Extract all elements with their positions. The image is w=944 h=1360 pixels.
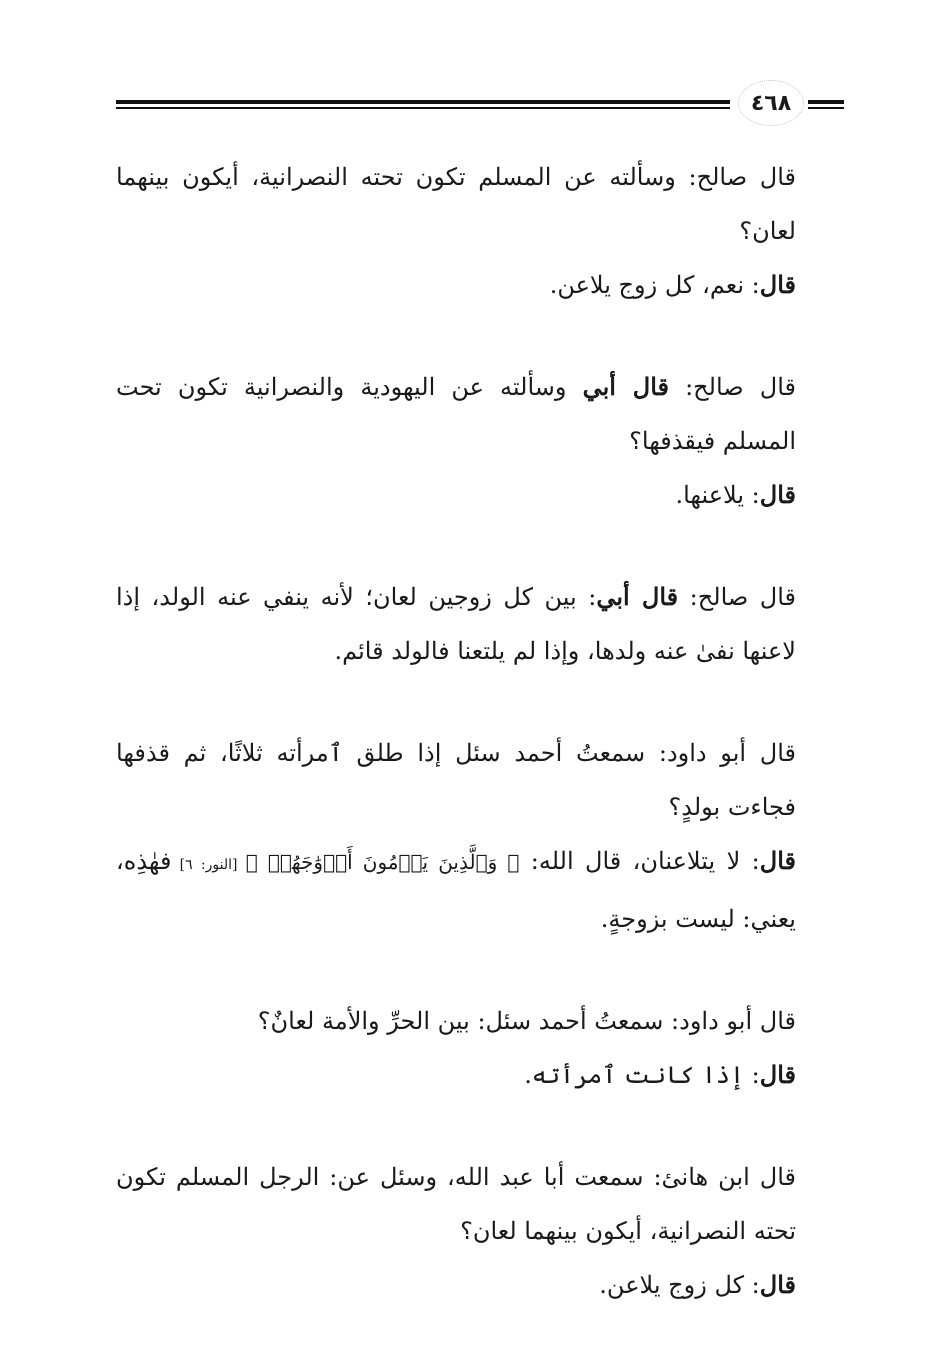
answer-text-cont: فهٰذِه، يعني: ليست بزوجةٍ.: [116, 847, 796, 933]
question: [116, 1150, 844, 1258]
question: [116, 994, 844, 1048]
narrator: قال صالح:: [678, 583, 796, 611]
question-bold: قال أبي: [596, 582, 679, 611]
answer-text: : لا يتلاعنان، قال الله:: [519, 847, 760, 875]
answer-label: قال: [759, 270, 796, 299]
question-text: سمعتُ أحمد سئل إذا طلق ٱمرأته ثلاثًا، ثم قذفها فجاءت بولدٍ؟: [116, 739, 796, 821]
answer-text: : يلاعنها.: [675, 481, 760, 509]
page-header: [0, 80, 944, 130]
answer: [116, 834, 844, 946]
question-text: سمعت أبا عبد الله، وسئل عن: الرجل المسلم تكون تحته النصرانية، أيكون بينهما لعان؟: [116, 1163, 796, 1245]
question: [116, 150, 844, 258]
narrator: قال صالح:: [668, 373, 796, 401]
narrator: قال صالح:: [675, 163, 796, 191]
narrator: قال أبو داود:: [645, 739, 796, 767]
answer: [116, 258, 844, 312]
answer: [116, 1048, 844, 1102]
answer-text: : إذا كانت ٱمرأته.: [524, 1061, 760, 1089]
verse-reference: [النور: ٦]: [171, 857, 246, 873]
page-body: [116, 150, 844, 1360]
entry-5: [116, 994, 844, 1102]
answer-text: : نعم، كل زوج يلاعن.: [549, 271, 760, 299]
entry-3: [116, 570, 844, 678]
question-bold: قال أبي: [582, 372, 669, 401]
question: [116, 570, 844, 678]
page-number: ٤٦٨: [750, 90, 792, 116]
answer: [116, 468, 844, 522]
answer-label: قال: [759, 480, 796, 509]
entry-2: [116, 360, 844, 522]
narrator: قال أبو داود:: [663, 1007, 796, 1035]
answer-text: : كل زوج يلاعن.: [599, 1271, 760, 1299]
question: [116, 360, 844, 468]
answer: [116, 1258, 844, 1312]
question: [116, 726, 844, 834]
header-rule-short-thick: [808, 100, 844, 104]
answer-label: قال: [759, 846, 796, 875]
question-text: وسألته عن المسلم تكون تحته النصرانية، أيكون بينهما لعان؟: [116, 163, 796, 245]
entry-4: [116, 726, 844, 946]
question-text: وسألته عن اليهودية والنصرانية تكون تحت المسلم فيقذفها؟: [116, 373, 796, 455]
header-rule-short-thin: [808, 107, 844, 109]
entry-1: [116, 150, 844, 312]
quran-verse: ﴿ وَٱلَّذِينَ يَرۡمُونَ أَزۡوَٰجَهُمۡ ﴾: [245, 850, 520, 874]
page-number-badge: [738, 80, 804, 126]
entry-6: [116, 1150, 844, 1312]
question-text: سمعتُ أحمد سئل: بين الحرِّ والأمة لعانٌ؟: [257, 1007, 664, 1035]
header-rule-thin: [116, 107, 730, 109]
narrator: قال ابن هانئ:: [643, 1163, 796, 1191]
question-text: : بين كل زوجين لعان؛ لأنه ينفي عنه الولد، إذا لاعنها نفىٰ عنه ولدها، وإذا لم يلتعنا فالولد قائم.: [116, 583, 796, 665]
header-rule-thick: [116, 100, 730, 104]
answer-label: قال: [759, 1270, 796, 1299]
answer-label: قال: [759, 1060, 796, 1089]
